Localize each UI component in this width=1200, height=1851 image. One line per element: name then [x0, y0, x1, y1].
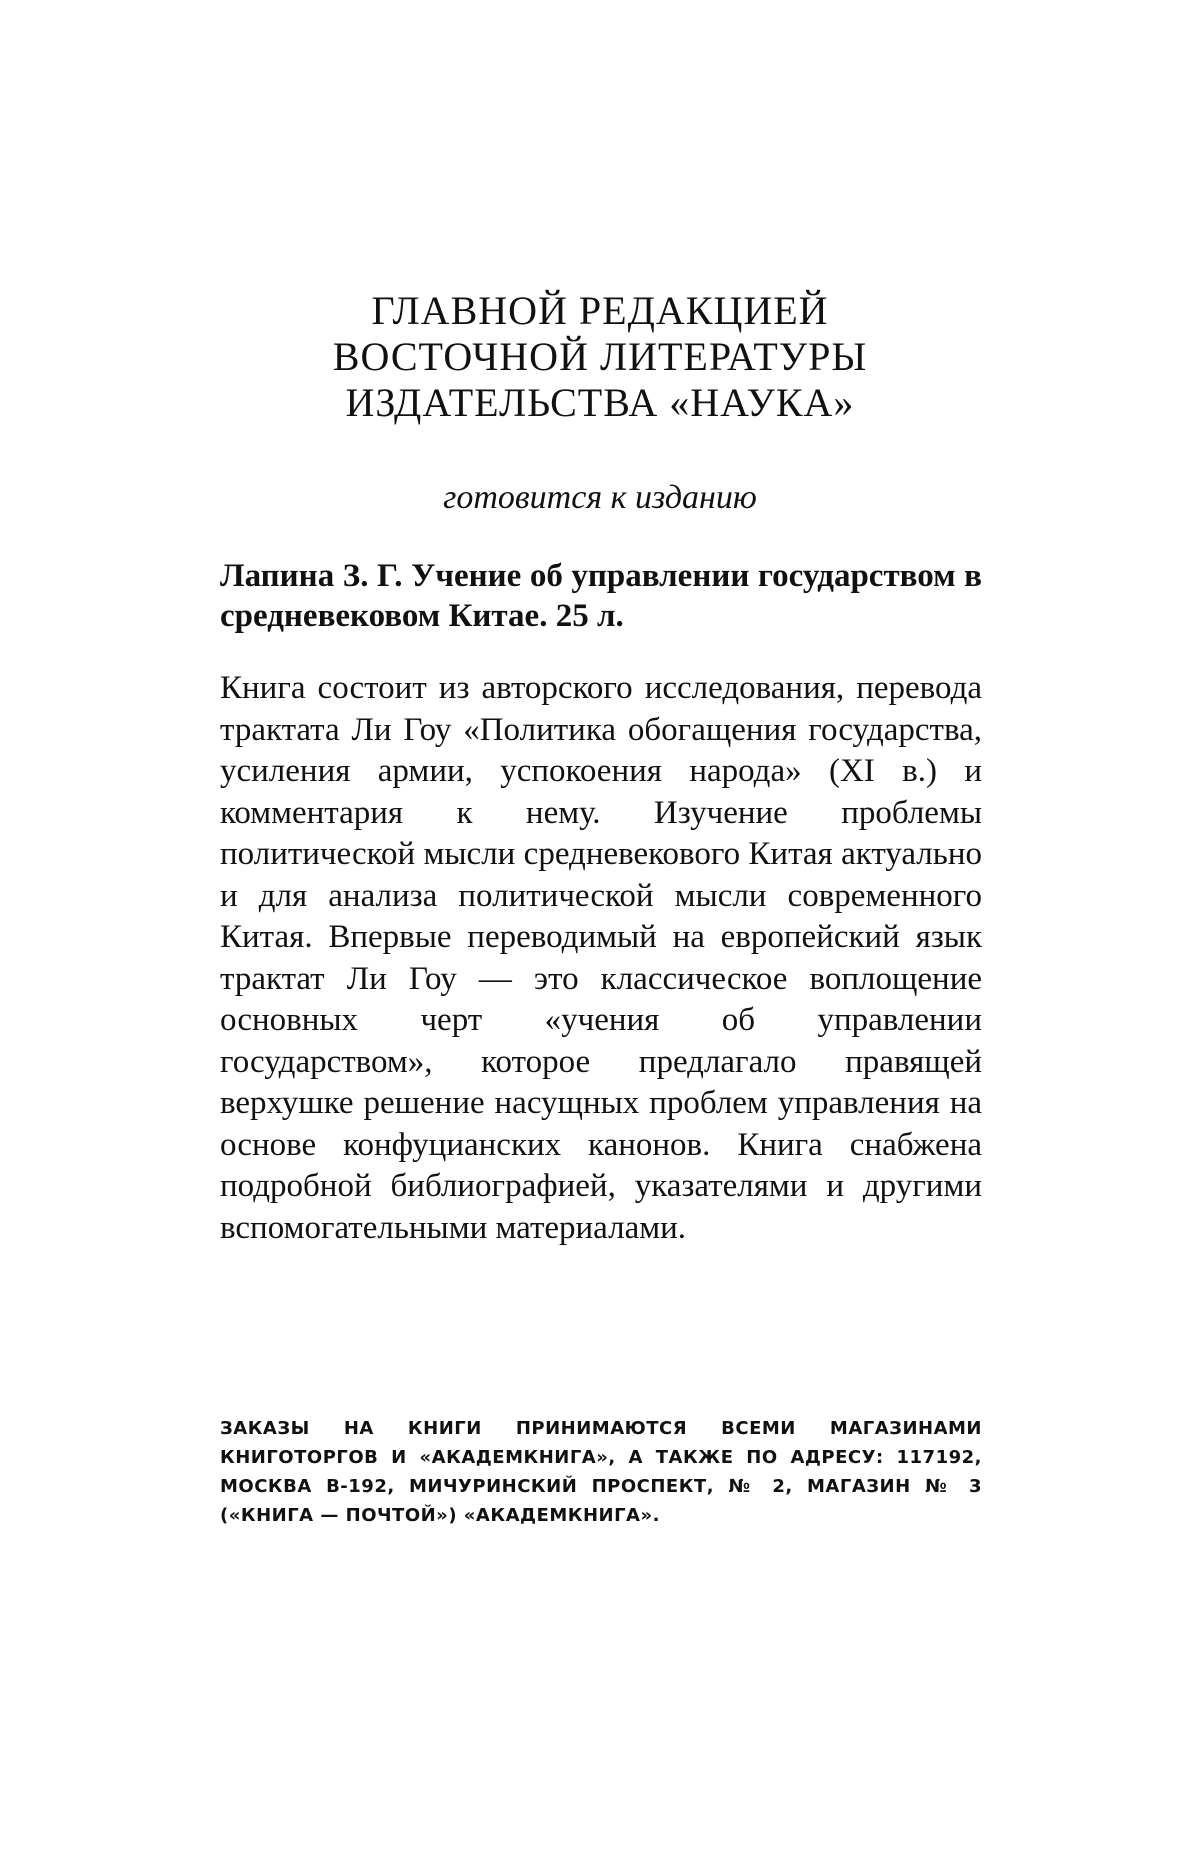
publisher-line-3: ИЗДАТЕЛЬСТВА «НАУКА» — [345, 380, 855, 425]
book-title: Лапина З. Г. Учение об управлении государством в средневековом Китае. 25 л. — [220, 558, 982, 634]
publisher-line-1: ГЛАВНОЙ РЕДАКЦИЕЙ — [371, 288, 829, 333]
forthcoming-subtitle: готовится к изданию — [443, 479, 757, 516]
book-description: Книга состоит из авторского исследования, перевода трактата Ли Гоу «Политика обогащения государства, усиления армии, успокоения народа» (XI в.) и комментария к нему. Изучение проблемы политической мысли средневекового Китая актуально и для анализа политической мысли современного Китая. Впервые переводимый на европейский язык трактат Ли Гоу — это классическое воплощение основных черт «учения об управлении государством», которое предлагало правящей верхушке решение насущных проблем управления на основе конфуцианских канонов. Книга снабжена подробной библиографией, указателями и другими вспомогательными материалами. — [220, 670, 982, 1246]
publisher-line-2: ВОСТОЧНОЙ ЛИТЕРАТУРЫ — [332, 334, 868, 379]
orders-notice: ЗАКАЗЫ НА КНИГИ ПРИНИМАЮТСЯ ВСЕМИ МАГАЗИНАМИ КНИГОТОРГОВ И «АКАДЕМКНИГА», А ТАКЖЕ ПО АДРЕСУ: 117192, МОСКВА В-192, МИЧУРИНСКИЙ ПРОСПЕКТ, № 2, МАГАЗИН № 3 («КНИГА — ПОЧТОЙ») «АКАДЕМКНИГА». — [220, 1418, 982, 1526]
publisher-heading — [200, 288, 1000, 426]
